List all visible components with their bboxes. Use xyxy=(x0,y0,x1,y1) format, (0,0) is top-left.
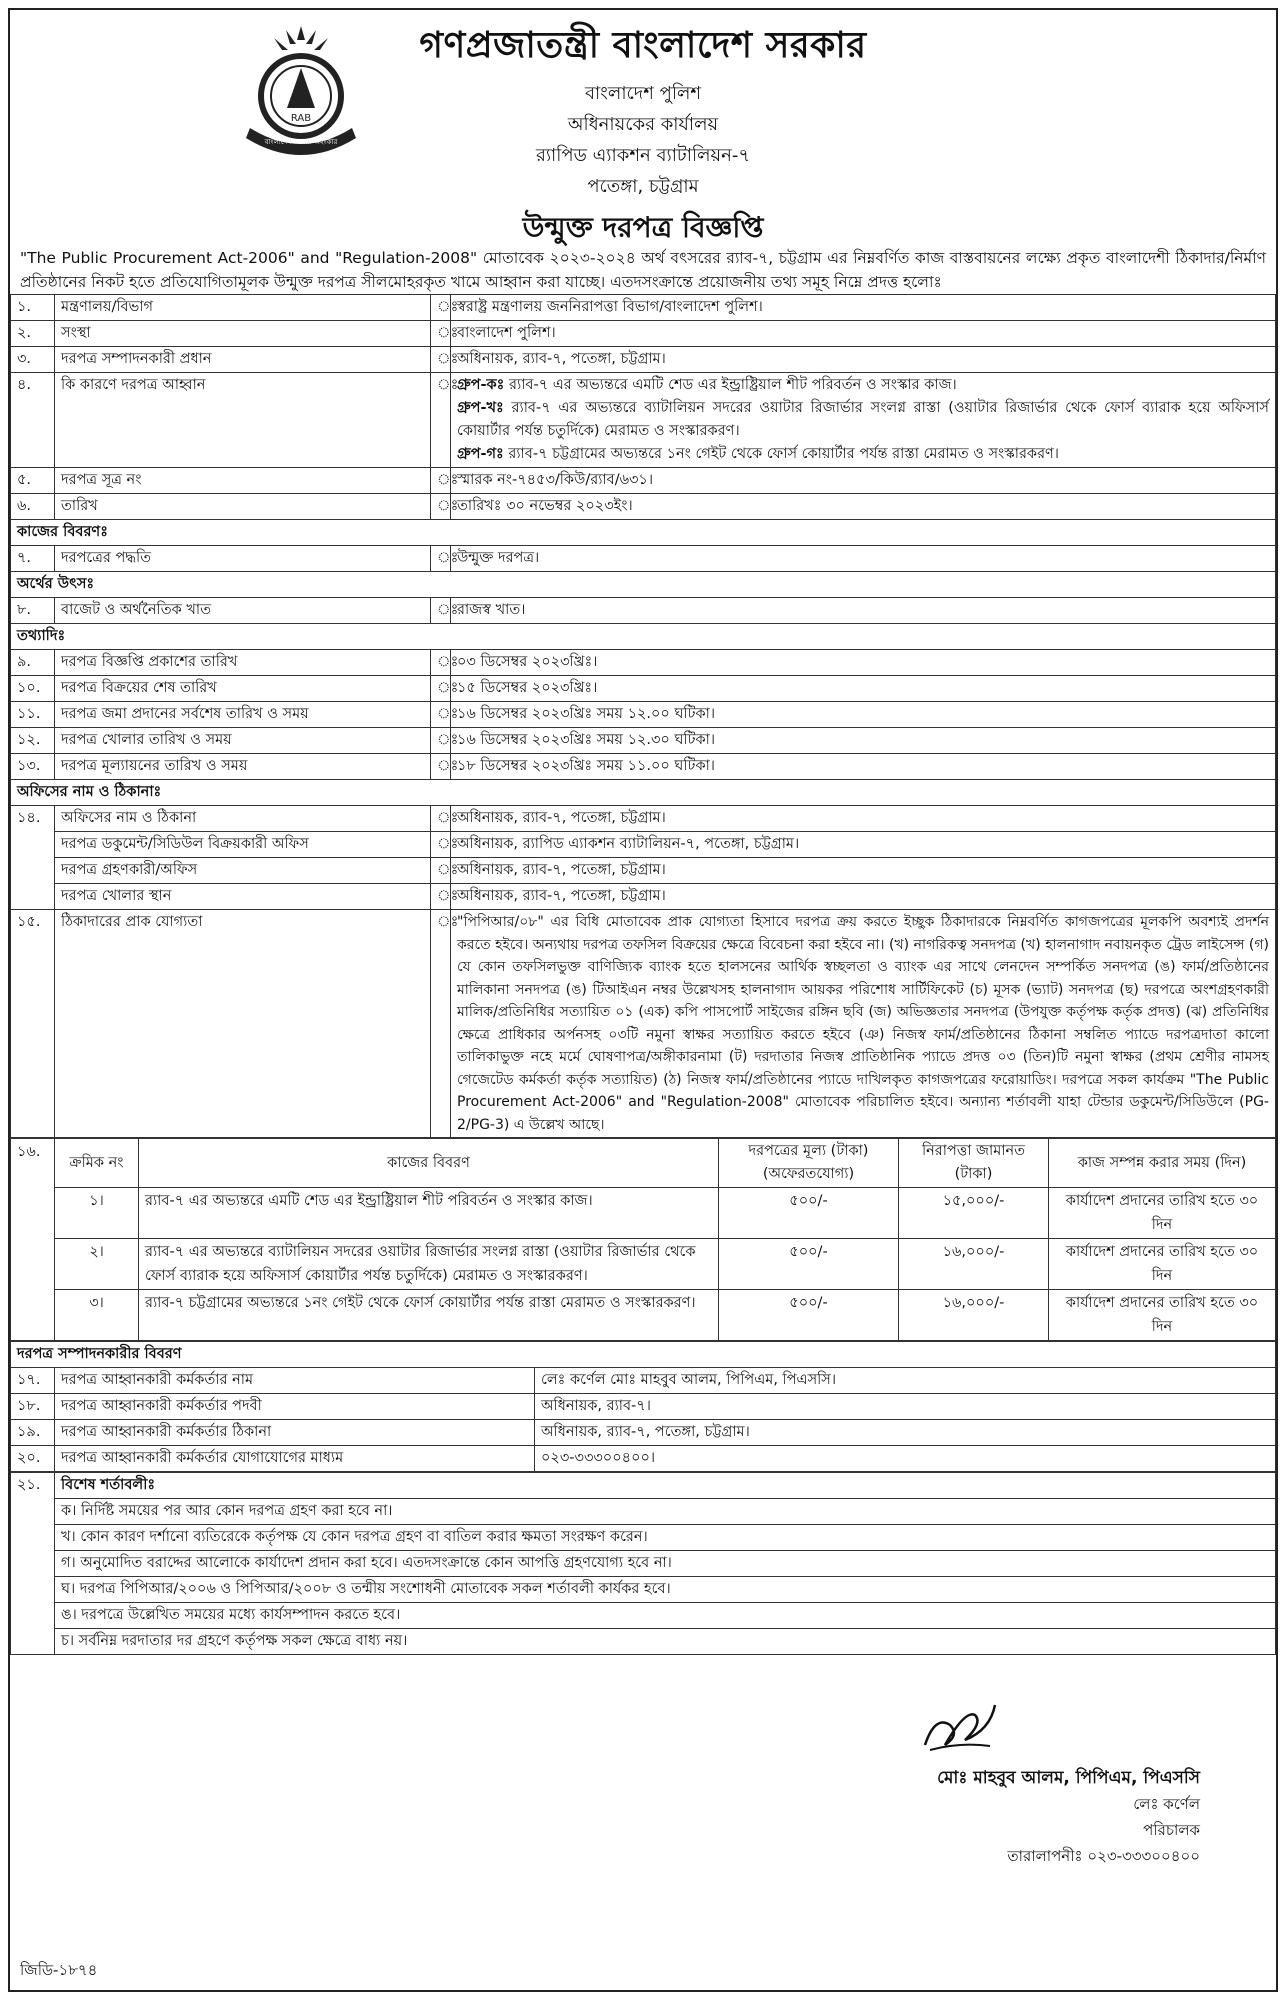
government-title: গণপ্রজাতন্ত্রী বাংলাদেশ সরকার xyxy=(419,24,867,66)
table-row xyxy=(11,1239,1276,1290)
column-header: নিরাপত্তা জামানত (টাকা) xyxy=(899,1139,1049,1188)
row-value: অধিনায়ক, র‌্যাব-৭, পতেঙ্গা, চট্টগ্রাম। xyxy=(451,884,1276,910)
work-security: ১৬,০০০/- xyxy=(899,1239,1049,1290)
signature-block xyxy=(770,1765,1200,1869)
row-value: অধিনায়ক, র‌্যাব-৭। xyxy=(535,1394,1276,1420)
section-heading: অফিসের নাম ও ঠিকানাঃ xyxy=(11,780,1276,806)
row-value-groups xyxy=(451,373,1276,468)
officer-table xyxy=(10,1341,1276,1472)
work-security: ১৬,০০০/- xyxy=(899,1290,1049,1341)
work-description: র‌্যাব-৭ এর অভ্যন্তরে এমটি শেড এর ইন্ড্রাষ্ট্রিয়াল শীট পরিবর্তন ও সংস্কার কাজ। xyxy=(139,1188,719,1239)
row-label: বাজেট ও অর্থনৈতিক খাত xyxy=(55,598,431,624)
tender-notice-page xyxy=(8,8,1278,1992)
work-security: ১৫,০০০/- xyxy=(899,1188,1049,1239)
signatory-phone: তারালাপনীঃ ০২৩-৩৩৩০০৪০০ xyxy=(1007,1847,1200,1865)
table-row xyxy=(11,295,1276,321)
row-label: দরপত্রের পদ্ধতি xyxy=(55,546,431,572)
header-line-3: র‌্যাপিড এ্যাকশন ব্যাটালিয়ন-৭ xyxy=(535,145,751,166)
row-colon: ঃ xyxy=(431,295,451,321)
table-row xyxy=(11,321,1276,347)
footer-code: জিডি-১৮৭৪ xyxy=(20,1961,98,1979)
conditions-title: বিশেষ শর্তাবলীঃ xyxy=(55,1473,1276,1499)
row-number: ১৩. xyxy=(11,754,55,780)
row-colon: ঃ xyxy=(431,650,451,676)
row-label: দরপত্র আহ্বানকারী কর্মকর্তার যোগাযোগের মাধ্যম xyxy=(55,1446,535,1472)
row-number: ১৫. xyxy=(11,910,55,1138)
group-tag: গ্রুপ-গঃ xyxy=(457,446,504,462)
list-item xyxy=(11,1629,1276,1655)
list-item xyxy=(11,1603,1276,1629)
row-value: অধিনায়ক, র‌্যাব-৭, পতেঙ্গা, চট্টগ্রাম। xyxy=(451,858,1276,884)
section-row xyxy=(11,780,1276,806)
row-value: অধিনায়ক, র‌্যাব-৭, পতেঙ্গা, চট্টগ্রাম। xyxy=(451,806,1276,832)
group-text: র‌্যাব-৭ চট্টগ্রামের অভ্যন্তরে ১নং গেইট থেকে ফোর্স কোয়ার্টার পর্যন্ত রাস্তা মেরামত ও সংস্কারকরণ। xyxy=(508,446,1059,462)
work-price: ৫০০/- xyxy=(719,1239,899,1290)
row-number: ১. xyxy=(11,295,55,321)
row-label: ঠিকাদারের প্রাক যোগ্যতা xyxy=(55,910,431,1138)
work-schedule-table xyxy=(10,1138,1276,1341)
logo-abbr: RAB xyxy=(290,113,312,124)
row-value: উন্মুক্ত দরপত্র। xyxy=(451,546,1276,572)
table-row xyxy=(11,1394,1276,1420)
group-tag: গ্রুপ-কঃ xyxy=(457,377,505,393)
condition-text: খ। কোন কারণ দর্শানো ব্যতিরেকে কর্তৃপক্ষ যে কোন দরপত্র গ্রহণ বা বাতিল করার ক্ষমতা সংরক্ষণ করেন। xyxy=(55,1525,1276,1551)
group-ga xyxy=(457,443,1269,466)
logo-motto: বাংলাদেশ আমার অহংকার xyxy=(264,138,338,146)
row-value: লেঃ কর্ণেল মোঃ মাহবুব আলম, পিপিএম, পিএসসি। xyxy=(535,1368,1276,1394)
row-label: দরপত্র সূত্র নং xyxy=(55,468,431,494)
row-label: দরপত্র আহ্বানকারী কর্মকর্তার ঠিকানা xyxy=(55,1420,535,1446)
signatory-title: পরিচালক xyxy=(1143,1821,1200,1839)
table-row xyxy=(11,858,1276,884)
notice-header xyxy=(10,10,1276,250)
table-row xyxy=(11,468,1276,494)
row-colon: ঃ xyxy=(431,754,451,780)
row-number: ৯. xyxy=(11,650,55,676)
table-row xyxy=(11,546,1276,572)
table-row xyxy=(11,702,1276,728)
section-row xyxy=(11,572,1276,598)
row-number: ২০. xyxy=(11,1446,55,1472)
row-label: দরপত্র গ্রহণকারী/অফিস xyxy=(55,858,431,884)
table-row xyxy=(11,1446,1276,1472)
row-number: ১৪. xyxy=(11,806,55,910)
table-header-row xyxy=(11,1139,1276,1188)
intro-paragraph: "The Public Procurement Act-2006" and "Regulation-2008" মোতাবেক ২০২৩-২০২৪ অর্থ বৎসরের র‌্যাব-৭, চট্টগ্রাম এর নিম্নবর্ণিত কাজ বাস্তবায়নের লক্ষ্যে প্রকৃত বাংলাদেশী ঠিকাদার/নির্মাণ প্রতিষ্ঠানের নিকট হতে প্রতিযোগিতামূলক উন্মুক্ত দরপত্র সীলমোহরকৃত খামে আহ্বান করা যাচ্ছে। এতদসংক্রান্তে প্রয়োজনীয় তথ্য সমূহ নিম্নে প্রদত্ত হলোঃ xyxy=(20,249,1266,291)
group-ka xyxy=(457,374,1269,397)
table-row xyxy=(11,347,1276,373)
row-value: অধিনায়ক, র‌্যাপিড এ্যাকশন ব্যাটালিয়ন-৭, পতেঙ্গা, চট্টগ্রাম। xyxy=(451,832,1276,858)
row-colon: ঃ xyxy=(431,858,451,884)
row-label: দরপত্র আহ্বানকারী কর্মকর্তার পদবী xyxy=(55,1394,535,1420)
column-header: ক্রমিক নং xyxy=(55,1139,139,1188)
row-label: দরপত্র ডকুমেন্ট/সিডিউল বিক্রয়কারী অফিস xyxy=(55,832,431,858)
header-line-4: পতেঙ্গা, চট্টগ্রাম xyxy=(587,176,699,197)
row-number: ১৭. xyxy=(11,1368,55,1394)
row-colon: ঃ xyxy=(431,598,451,624)
header-line-2: অধিনায়কের কার্যালয় xyxy=(567,114,719,135)
work-serial: ৩। xyxy=(55,1290,139,1341)
row-number: ১৮. xyxy=(11,1394,55,1420)
conditions-table xyxy=(10,1472,1276,1655)
table-row xyxy=(11,1188,1276,1239)
row-label: দরপত্র খোলার স্থান xyxy=(55,884,431,910)
row-label: সংস্থা xyxy=(55,321,431,347)
rab-logo-icon xyxy=(236,18,366,158)
row-colon: ঃ xyxy=(431,321,451,347)
group-text: র‌্যাব-৭ এর অভ্যন্তরে এমটি শেড এর ইন্ড্রাষ্ট্রিয়াল শীট পরিবর্তন ও সংস্কার কাজ। xyxy=(509,377,957,393)
notice-title: উন্মুক্ত দরপত্র বিজ্ঞপ্তি xyxy=(522,211,764,244)
section-heading: অর্থের উৎসঃ xyxy=(11,572,1276,598)
work-time: কার্যাদেশ প্রদানের তারিখ হতে ৩০ দিন xyxy=(1049,1188,1276,1239)
section-heading: দরপত্র সম্পাদনকারীর বিবরণ xyxy=(11,1342,1276,1368)
table-row xyxy=(11,1368,1276,1394)
signatory-rank: লেঃ কর্ণেল xyxy=(1133,1795,1200,1813)
table-row xyxy=(11,754,1276,780)
row-number: ২. xyxy=(11,321,55,347)
row-value: ০৩ ডিসেম্বর ২০২৩খ্রিঃ। xyxy=(451,650,1276,676)
row-value: রাজস্ব খাত। xyxy=(451,598,1276,624)
qualification-text: "পিপিআর/০৮" এর বিধি মোতাবেক প্রাক যোগ্যতা হিসাবে দরপত্র ক্রয় করতে ইচ্ছুক ঠিকাদারকে নিম্নবর্ণিত কাগজপত্রের মূলকপি অবশ্যই প্রদর্শন করতে হইবে। অন্যথায় দরপত্র তফসিল বিক্রয়ের ক্ষেত্রে বিবেচনা করা হইবে না। (খ) নাগরিকত্ব সনদপত্র (খ) হালনাগাদ নবায়নকৃত ট্রেড লাইসেন্স (গ) যে কোন তফসিলভুক্ত বাণিজ্যিক ব্যাংক হতে হালসনের আর্থিক স্বচ্ছলতা ও ব্যাংক এর সাথে লেনদেন সম্পর্কিত সনদপত্র (ঙ) ফার্ম/প্রতিষ্ঠানের মালিকানা সনদপত্র (ঙ) টিআইএন নম্বর উল্লেখসহ হালনাগাদ আয়কর পরিশোধ সার্টিফিকেট (চ) মূসক (ভ্যাট) সনদপত্র (ছ) দরপত্রে অংশগ্রহণকারী মালিক/প্রতিনিধির সত্যায়িত ০১ (এক) কপি পাসপোর্ট সাইজের রঙ্গিন ছবি (জ) অভিজ্ঞতার সনদপত্র (উপযুক্ত কর্তৃপক্ষ কর্তৃক প্রদত্ত) (ঝ) প্রতিনিধির ক্ষেত্রে প্রাধিকার অর্পনসহ ০৩টি নমুনা স্বাক্ষর সত্যায়িত করতে হইবে (ঞ) নিজস্ব ফার্ম/প্রতিষ্ঠানের ঠিকানা সম্বলিত প্যাডে দরপত্রদাতা কালো তালিকাভুক্ত নহে মর্মে ঘোষণাপত্র/অঙ্গীকারনামা (ট) দরদাতার নিজস্ব প্রাতিষ্ঠানিক প্যাডে প্রদত্ত ০৩ (তিন)টি নমুনা স্বাক্ষর (প্রথম শ্রেণীর নামসহ গেজেটেড কর্মকর্তা কর্তৃক সত্যায়িত) (ঠ) নিজস্ব ফার্ম/প্রতিষ্ঠানের প্যাডে দাখিলকৃত কাগজপত্রের ফরোয়াডিং। দরপত্রে সকল কার্যক্রম "The Public Procurement Act-2006" and "Regulation-2008" মোতাবেক পরিচালিত হইবে। অন্যান্য শর্তাবলী যাহা টেন্ডার ডকুমেন্ট/সিডিউলে (PG-2/PG-3) এ উল্লেখ আছে। xyxy=(451,910,1276,1138)
row-colon: ঃ xyxy=(431,676,451,702)
signatory-name: মোঃ মাহবুব আলম, পিপিএম, পিএসসি xyxy=(937,1768,1200,1788)
row-number: ১২. xyxy=(11,728,55,754)
list-item xyxy=(11,1499,1276,1525)
column-header: কাজের বিবরণ xyxy=(139,1139,719,1188)
row-colon: ঃ xyxy=(431,494,451,520)
table-row xyxy=(11,373,1276,468)
row-value: ১৫ ডিসেম্বর ২০২৩খ্রিঃ। xyxy=(451,676,1276,702)
row-value: অধিনায়ক, র‌্যাব-৭, পতেঙ্গা, চট্টগ্রাম। xyxy=(451,347,1276,373)
table-row xyxy=(11,650,1276,676)
row-value: ০২৩-৩৩৩০০৪০০। xyxy=(535,1446,1276,1472)
work-serial: ১। xyxy=(55,1188,139,1239)
row-number: ৮. xyxy=(11,598,55,624)
condition-text: ঙ। দরপত্রে উল্লেখিত সময়ের মধ্যে কার্যসম্পাদন করতে হবে। xyxy=(55,1603,1276,1629)
work-time: কার্যাদেশ প্রদানের তারিখ হতে ৩০ দিন xyxy=(1049,1290,1276,1341)
table-row xyxy=(11,832,1276,858)
row-label: মন্ত্রণালয়/বিভাগ xyxy=(55,295,431,321)
row-value: ১৮ ডিসেম্বর ২০২৩খ্রিঃ সময় ১১.০০ ঘটিকা। xyxy=(451,754,1276,780)
row-value: অধিনায়ক, র‌্যাব-৭, পতেঙ্গা, চট্টগ্রাম। xyxy=(535,1420,1276,1446)
work-price: ৫০০/- xyxy=(719,1290,899,1341)
row-value: ১৬ ডিসেম্বর ২০২৩খ্রিঃ সময় ১২.৩০ ঘটিকা। xyxy=(451,728,1276,754)
list-item xyxy=(11,1577,1276,1603)
group-text: র‌্যাব-৭ এর অভ্যন্তরে ব্যাটালিয়ন সদরের ওয়াটার রিজার্ভার সংলগ্ন রাস্তা (ওয়াটার রিজার্ভার থেকে ফোর্স ব্যারাক হয়ে অফিসার্স কোয়ার্টার পর্যন্ত চতুর্দিকে) মেরামত ও সংস্কারকরণ। xyxy=(457,400,1270,439)
condition-text: ঘ। দরপত্র পিপিআর/২০০৬ ও পিপিআর/২০০৮ ও তন্মীয় সংশোধনী মোতাবেক সকল শর্তাবলী কার্যকর হবে। xyxy=(55,1577,1276,1603)
row-number: ৪. xyxy=(11,373,55,468)
row-label: দরপত্র সম্পাদনকারী প্রধান xyxy=(55,347,431,373)
row-number: ৭. xyxy=(11,546,55,572)
table-row xyxy=(11,806,1276,832)
table-row xyxy=(11,910,1276,1138)
work-serial: ২। xyxy=(55,1239,139,1290)
table-row xyxy=(11,598,1276,624)
list-item xyxy=(11,1551,1276,1577)
column-header: দরপত্রের মূল্য (টাকা) (অফেরতযোগ্য) xyxy=(719,1139,899,1188)
condition-text: চ। সর্বনিম্ন দরদাতার দর গ্রহণে কর্তৃপক্ষ সকল ক্ষেত্রে বাধ্য নয়। xyxy=(55,1629,1276,1655)
table-row xyxy=(11,1473,1276,1499)
row-value: স্বরাষ্ট্র মন্ত্রণালয় জননিরাপত্তা বিভাগ/বাংলাদেশ পুলিশ। xyxy=(451,295,1276,321)
column-header: কাজ সম্পন্ন করার সময় (দিন) xyxy=(1049,1139,1276,1188)
work-description: র‌্যাব-৭ চট্টগ্রামের অভ্যন্তরে ১নং গেইট থেকে ফোর্স কোয়ার্টার পর্যন্ত রাস্তা মেরামত ও সংস্কারকরণ। xyxy=(139,1290,719,1341)
row-value: তারিখঃ ৩০ নভেম্বর ২০২৩ইং। xyxy=(451,494,1276,520)
signature-icon xyxy=(920,1700,1000,1760)
row-number: ১০. xyxy=(11,676,55,702)
info-table xyxy=(10,294,1276,1138)
section-row xyxy=(11,624,1276,650)
group-tag: গ্রুপ-খঃ xyxy=(457,400,504,416)
row-colon: ঃ xyxy=(431,347,451,373)
row-colon: ঃ xyxy=(431,884,451,910)
row-label: তারিখ xyxy=(55,494,431,520)
table-row xyxy=(11,728,1276,754)
table-row xyxy=(11,884,1276,910)
row-colon: ঃ xyxy=(431,468,451,494)
list-item xyxy=(11,1525,1276,1551)
condition-text: ক। নির্দিষ্ট সময়ের পর আর কোন দরপত্র গ্রহণ করা হবে না। xyxy=(55,1499,1276,1525)
section-row xyxy=(11,520,1276,546)
row-number: ১১. xyxy=(11,702,55,728)
table-row xyxy=(11,494,1276,520)
row-colon: ঃ xyxy=(431,702,451,728)
row-label: দরপত্র আহ্বানকারী কর্মকর্তার নাম xyxy=(55,1368,535,1394)
header-line-1: বাংলাদেশ পুলিশ xyxy=(584,83,702,104)
row-label: দরপত্র বিক্রয়ের শেষ তারিখ xyxy=(55,676,431,702)
row-number: ২১. xyxy=(11,1473,55,1655)
table-row xyxy=(11,1420,1276,1446)
row-label: অফিসের নাম ও ঠিকানা xyxy=(55,806,431,832)
group-kha xyxy=(457,397,1269,443)
row-number: ১৯. xyxy=(11,1420,55,1446)
row-label: দরপত্র বিজ্ঞপ্তি প্রকাশের তারিখ xyxy=(55,650,431,676)
row-colon: ঃ xyxy=(431,373,451,468)
row-number: ৬. xyxy=(11,494,55,520)
row-value: স্মারক নং-৭৪৫৩/কিউ/র‌্যাব/৬৩১। xyxy=(451,468,1276,494)
row-label: দরপত্র খোলার তারিখ ও সময় xyxy=(55,728,431,754)
row-number: ৫. xyxy=(11,468,55,494)
table-row xyxy=(11,676,1276,702)
row-number: ৩. xyxy=(11,347,55,373)
row-label: দরপত্র মূল্যায়নের তারিখ ও সময় xyxy=(55,754,431,780)
section-heading: কাজের বিবরণঃ xyxy=(11,520,1276,546)
table-row xyxy=(11,1290,1276,1341)
row-value: বাংলাদেশ পুলিশ। xyxy=(451,321,1276,347)
row-colon: ঃ xyxy=(431,806,451,832)
row-label: দরপত্র জমা প্রদানের সর্বশেষ তারিখ ও সময় xyxy=(55,702,431,728)
row-colon: ঃ xyxy=(431,910,451,1138)
work-price: ৫০০/- xyxy=(719,1188,899,1239)
section-heading: তথ্যাদিঃ xyxy=(11,624,1276,650)
row-value: ১৬ ডিসেম্বর ২০২৩খ্রিঃ সময় ১২.০০ ঘটিকা। xyxy=(451,702,1276,728)
row-colon: ঃ xyxy=(431,832,451,858)
row-number: ১৬. xyxy=(11,1139,55,1341)
row-colon: ঃ xyxy=(431,728,451,754)
work-time: কার্যাদেশ প্রদানের তারিখ হতে ৩০ দিন xyxy=(1049,1239,1276,1290)
work-description: র‌্যাব-৭ এর অভ্যন্তরে ব্যাটালিয়ন সদরের ওয়াটার রিজার্ভার সংলগ্ন রাস্তা (ওয়াটার রিজার্ভার থেকে ফোর্স ব্যারাক হয়ে অফিসার্স কোয়ার্টার পর্যন্ত চতুর্দিকে) মেরামত ও সংস্কারকরণ। xyxy=(139,1239,719,1290)
condition-text: গ। অনুমোদিত বরাদ্দের আলোকে কার্যাদেশ প্রদান করা হবে। এতদসংক্রান্তে কোন আপত্তি গ্রহণযোগ্য হবে না। xyxy=(55,1551,1276,1577)
section-row xyxy=(11,1342,1276,1368)
row-label: কি কারণে দরপত্র আহ্বান xyxy=(55,373,431,468)
row-colon: ঃ xyxy=(431,546,451,572)
